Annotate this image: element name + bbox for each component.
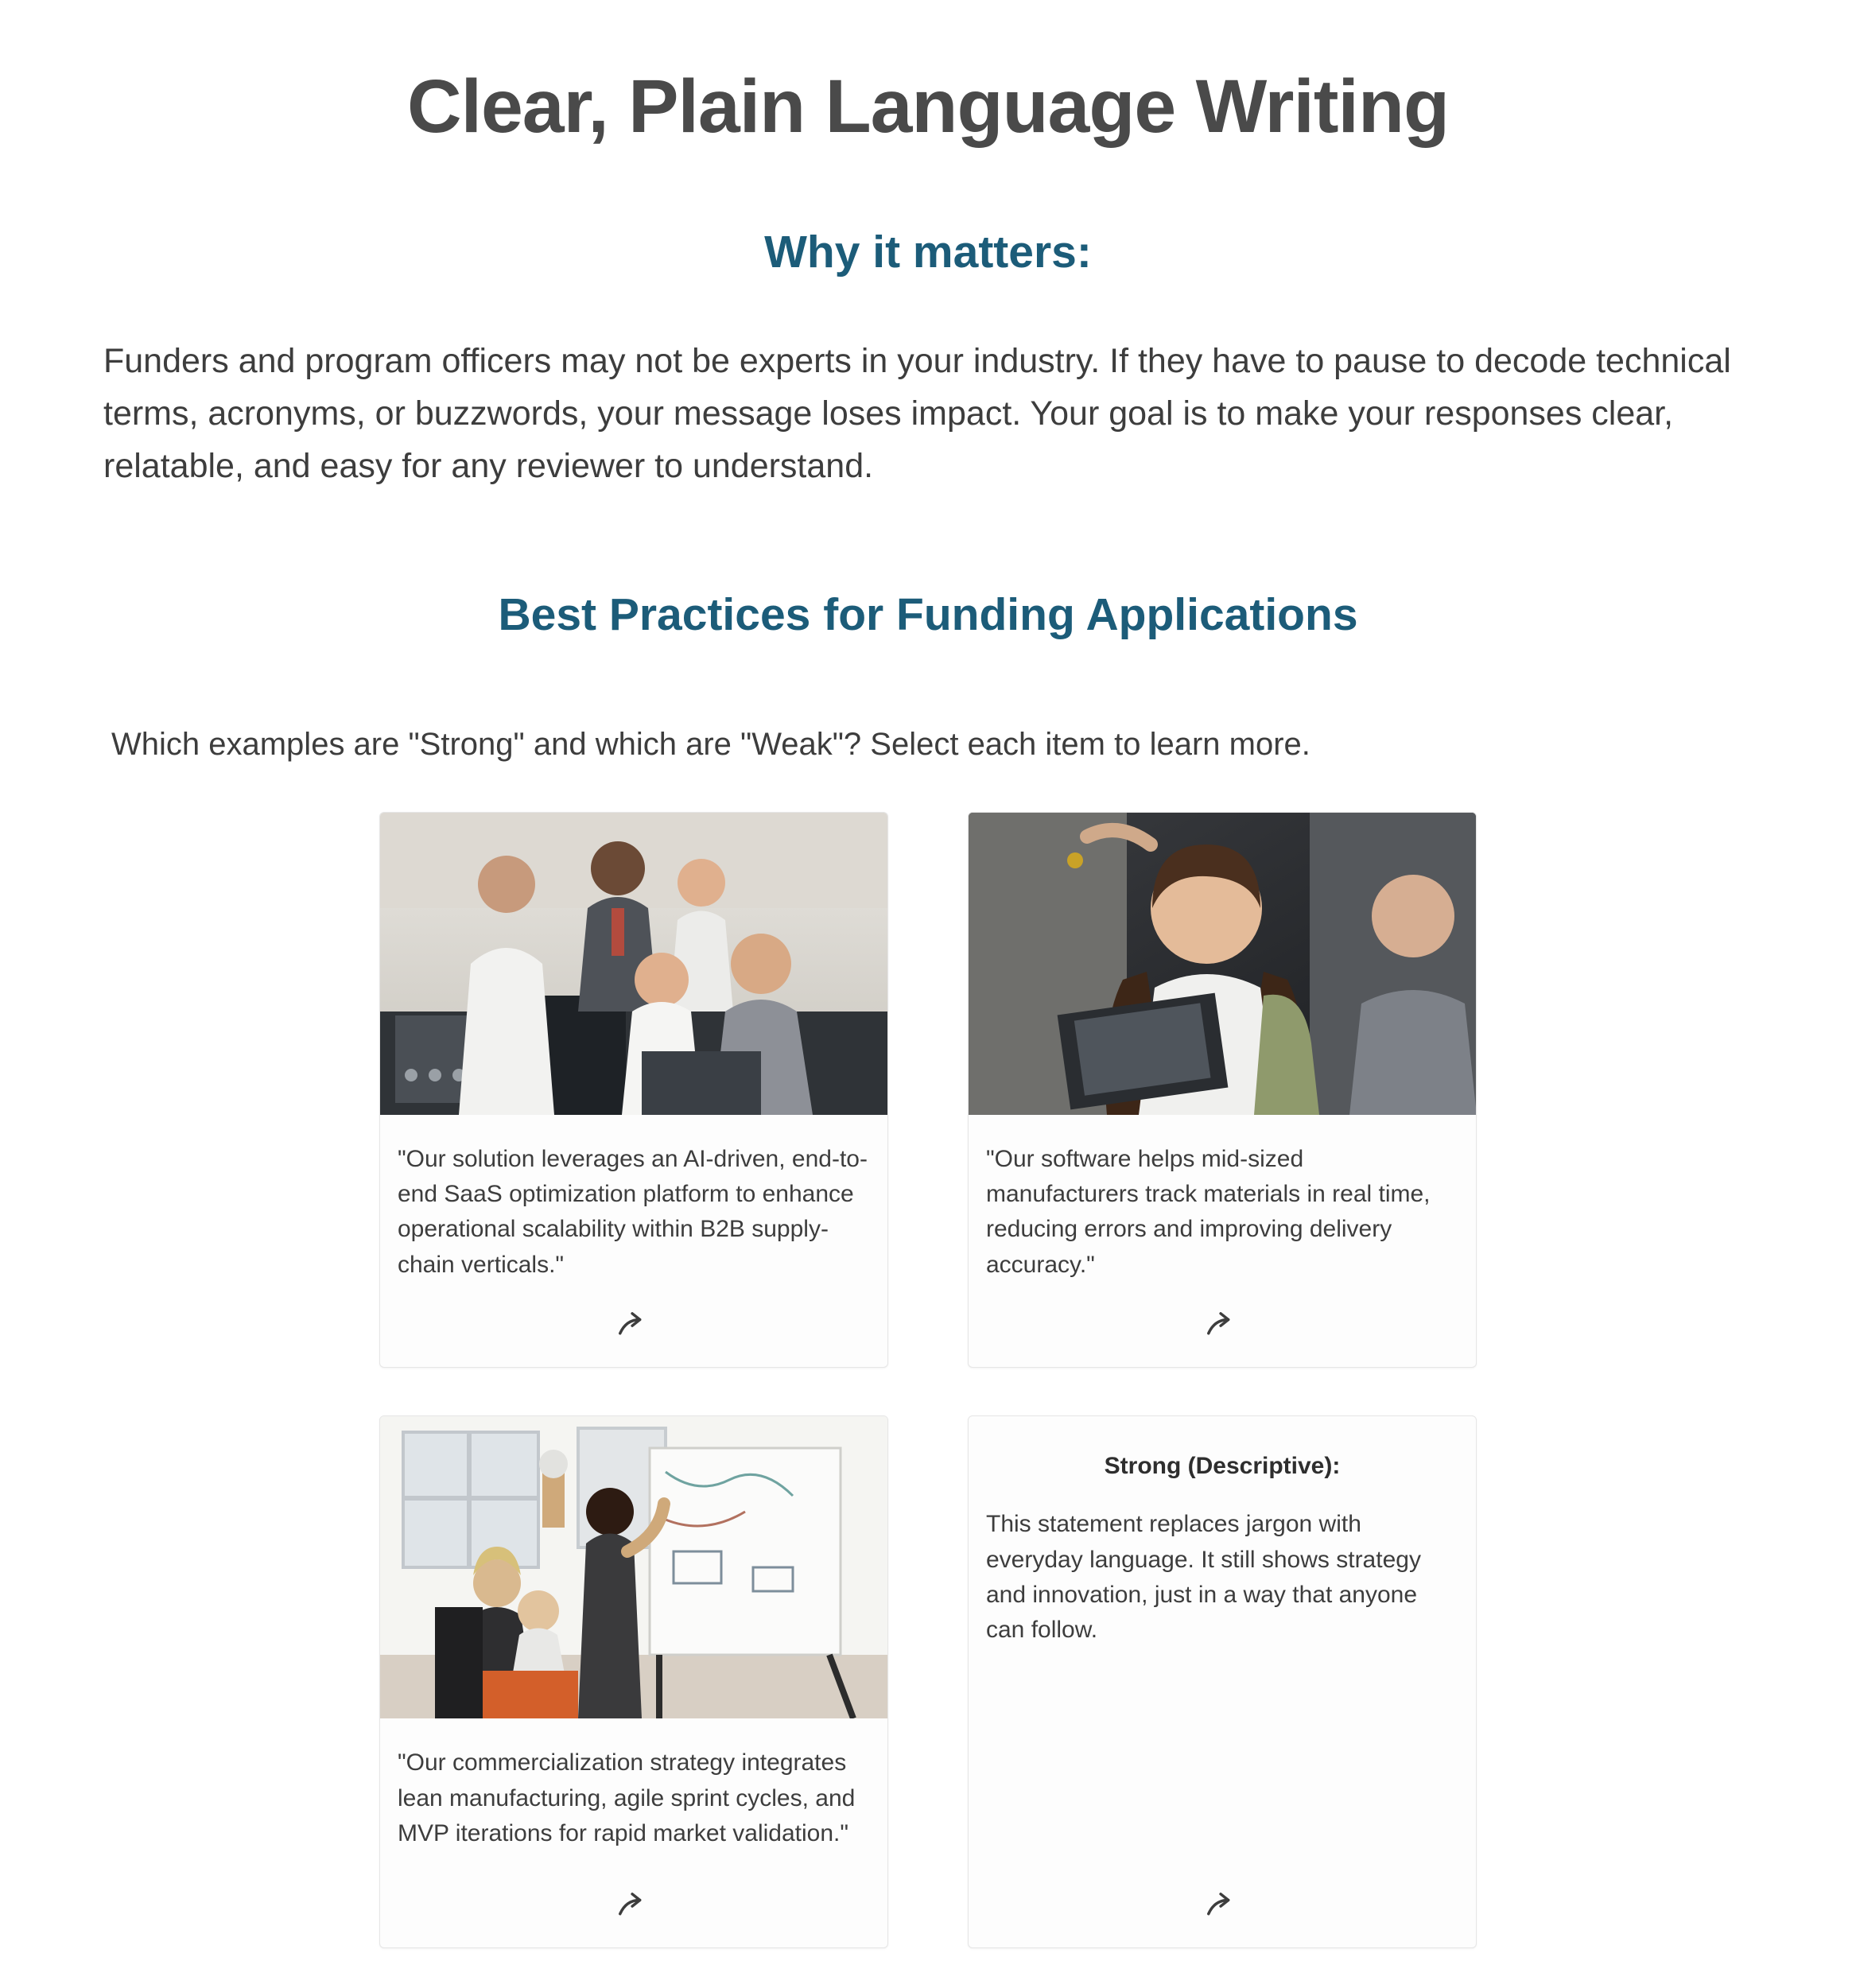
card-footer — [380, 1871, 887, 1947]
why-it-matters-heading: Why it matters: — [764, 227, 1092, 278]
presenter-at-whiteboard-photo-graphic — [380, 1416, 887, 1718]
card-quote-text: "Our software helps mid-sized manufacturers track materials in real time, reducing errors and improving delivery accuracy." — [986, 1145, 1431, 1278]
card-body — [969, 1416, 1476, 1871]
card-footer — [969, 1291, 1476, 1367]
woman-at-laptop-photo-graphic — [969, 813, 1476, 1115]
flip-card-icon[interactable] — [615, 1310, 652, 1347]
flip-card-grid — [379, 812, 1477, 1949]
why-it-matters-body: Funders and program officers may not be experts in your industry. If they have to pause to decode technical terms, acronyms, or buzzwords, your message loses impact. Your goal is to make your responses clear, relatable, and easy for any reviewer to understand. — [103, 342, 1731, 485]
activity-instruction: Which examples are "Strong" and which are "Weak"? Select each item to learn more. — [111, 726, 1310, 762]
woman-at-laptop-photo — [969, 813, 1476, 1115]
presenter-at-whiteboard-photo — [380, 1416, 887, 1718]
flip-card-weak-jargon[interactable] — [379, 812, 888, 1369]
card-quote-text: "Our commercialization strategy integrates lean manufacturing, agile sprint cycles, and MVP iterations for rapid market validation." — [398, 1749, 856, 1846]
flip-card-strong-plain[interactable] — [968, 812, 1477, 1369]
card-heading: Strong (Descriptive): — [1104, 1453, 1341, 1480]
flip-card-icon[interactable] — [1204, 1310, 1241, 1347]
team-meeting-photo-graphic — [380, 813, 887, 1115]
flip-card-weak-commercialization[interactable] — [379, 1415, 888, 1948]
card-body — [380, 1718, 887, 1871]
card-body — [380, 1115, 887, 1291]
flip-card-icon[interactable] — [1204, 1891, 1241, 1928]
flip-card-icon[interactable] — [615, 1891, 652, 1928]
flip-card-strong-descriptive[interactable] — [968, 1415, 1477, 1948]
page-title: Clear, Plain Language Writing — [406, 64, 1450, 149]
card-footer — [969, 1871, 1476, 1947]
card-footer — [380, 1291, 887, 1367]
best-practices-heading: Best Practices for Funding Applications — [498, 588, 1358, 640]
card-body — [969, 1115, 1476, 1291]
team-meeting-photo — [380, 813, 887, 1115]
card-explanation-text: This statement replaces jargon with everyday language. It still shows strategy and innovation, just in a way that anyone can follow. — [986, 1511, 1421, 1644]
card-quote-text: "Our solution leverages an AI-driven, end-to-end SaaS optimization platform to enhance operational scalability within B2B supply-chain verticals." — [398, 1145, 868, 1278]
